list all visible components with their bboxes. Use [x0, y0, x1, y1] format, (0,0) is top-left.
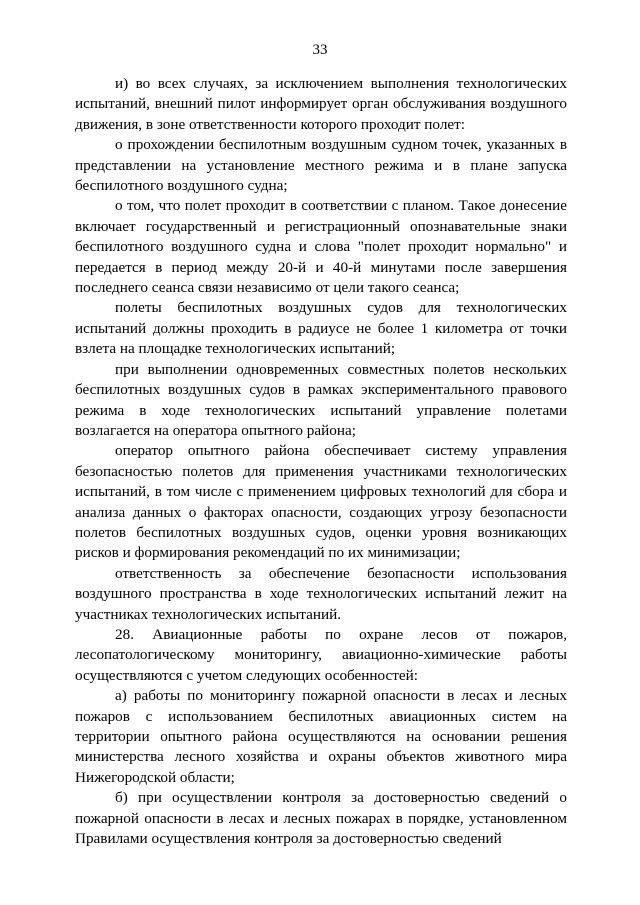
paragraph-section-28: 28. Авиационные работы по охране лесов от пожаров, лесопатологическому мониторингу, авиационно-химические работы осуществляются с учетом следующих особенностей:: [75, 625, 567, 684]
page-number: 33: [312, 42, 328, 58]
document-body: [75, 74, 567, 849]
paragraph-flight-radius: полеты беспилотных воздушных судов для технологических испытаний должны проходить в радиусе не более 1 километра от точки взлета на площадке технологических испытаний;: [75, 299, 567, 358]
paragraph-item-i: и) во всех случаях, за исключением выполнения технологических испытаний, внешний пилот информирует орган обслуживания воздушного движения, в зоне ответственности которого проходит полет:: [75, 75, 567, 133]
paragraph-waypoints: о прохождении беспилотным воздушным судном точек, указанных в представлении на установление местного режима и в плане запуска беспилотного воздушного судна;: [75, 136, 567, 195]
paragraph-responsibility: ответственность за обеспечение безопасности использования воздушного пространства в ходе технологических испытаний лежит на участниках технологических испытаний.: [75, 564, 567, 623]
paragraph-safety-management: оператор опытного района обеспечивает систему управления безопасностью полетов для применения участниками технологических испытаний, в том числе с применением цифровых технологий для сбора и анализа данных о факторах опасности, создающих угрозу безопасности полетов беспилотных воздушных судов, оценки уровня возникающих рисков и формирования рекомендаций по их минимизации;: [75, 442, 567, 562]
paragraph-flight-report: о том, что полет проходит в соответствии с планом. Такое донесение включает государственный и регистрационный опознавательные знаки беспилотного воздушного судна и слова "полет проходит нормально" и передается в период между 20-й и 40-й минутами после завершения последнего сеанса связи независимо от цели такого сеанса;: [75, 197, 567, 297]
paragraph-item-a: а) работы по мониторингу пожарной опасности в лесах и лесных пожаров с использованием беспилотных авиационных систем на территории опытного района осуществляются на основании решения министерства лесного хозяйства и охраны объектов животного мира Нижегородской области;: [75, 687, 567, 786]
paragraph-joint-flights: при выполнении одновременных совместных полетов нескольких беспилотных воздушных судов в рамках экспериментального правового режима в ходе технологических испытаний управление полетами возлагается на оператора опытного района;: [75, 360, 567, 439]
paragraph-item-b: б) при осуществлении контроля за достоверностью сведений о пожарной опасности в лесах и лесных пожарах в порядке, установленном Правилами осуществления контроля за достоверностью сведений: [75, 789, 567, 848]
